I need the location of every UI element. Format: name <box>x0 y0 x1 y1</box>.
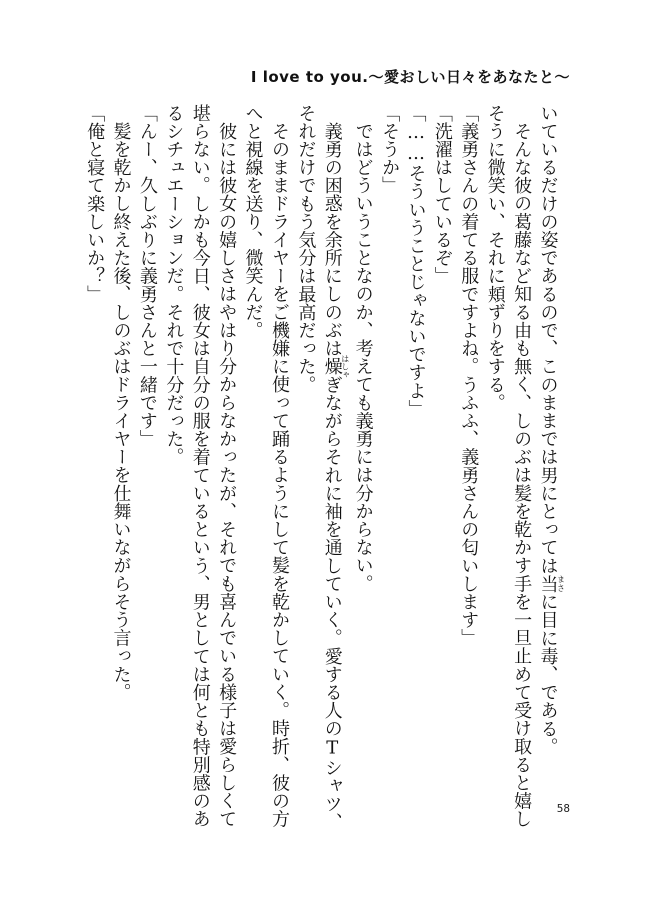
text-line: そんな彼の葛藤など知る由も無く、しのぶは髪を乾かす手を一旦止めて受け取ると嬉し <box>511 122 533 828</box>
text-line: 堪らない。しかも今日、彼女は自分の服を着ているという、男としては何とも特別感のあ <box>189 104 211 828</box>
text-line: 義勇の困惑を余所にしのぶは燥はしゃぎながらそれに袖を通していく。愛する人のTシャツ、 <box>321 122 350 831</box>
text-line: へと視線を送り、微笑んだ。 <box>242 104 264 340</box>
text-line: 髪を乾かし終えた後、しのぶはドライヤーを仕舞いながらそう言った。 <box>110 122 132 702</box>
text-line: 「洗濯はしているぞ」 <box>431 104 453 285</box>
ruby-reading: まさ <box>556 574 566 593</box>
text-line: それだけでもう気分は最高だった。 <box>295 104 317 394</box>
running-header-title: I love to you.～愛おしい日々をあなたと～ <box>250 68 570 86</box>
ruby-reading: はしゃ <box>340 354 350 379</box>
text-line: るシチュエーションだ。それで十分だった。 <box>163 104 185 466</box>
text-line: 「んー、久しぶりに義勇さんと一緒です」 <box>136 104 158 448</box>
text-line: いているだけの姿であるので、このままでは男にとっては当まさに目に毒、である。 <box>537 104 566 756</box>
text-line: 彼には彼女の嬉しさはやはり分からなかったが、それでも喜んでいる様子は愛らしくて <box>216 122 238 828</box>
text-line: ではどういうことなのか、考えても義勇には分からない。 <box>352 122 374 593</box>
text-line: そうに微笑い、それに頬ずりをする。 <box>484 104 506 412</box>
ruby-annotation: 燥はしゃ <box>321 354 350 379</box>
text-line: 「俺と寝て楽しいか？」 <box>84 104 106 304</box>
ruby-annotation: 当まさ <box>537 574 566 593</box>
text-line: 「……そういうことじゃないですよ」 <box>405 104 427 418</box>
text-line: 「義勇さんの着てる服ですよね。うふふ、義勇さんの匂いします」 <box>458 104 480 647</box>
text-line: 「そうか」 <box>379 104 401 195</box>
text-line: そのままドライヤーをご機嫌に使って踊るようにして髪を乾かしていく。時折、彼の方 <box>268 122 290 828</box>
page-number: 58 <box>556 802 570 815</box>
